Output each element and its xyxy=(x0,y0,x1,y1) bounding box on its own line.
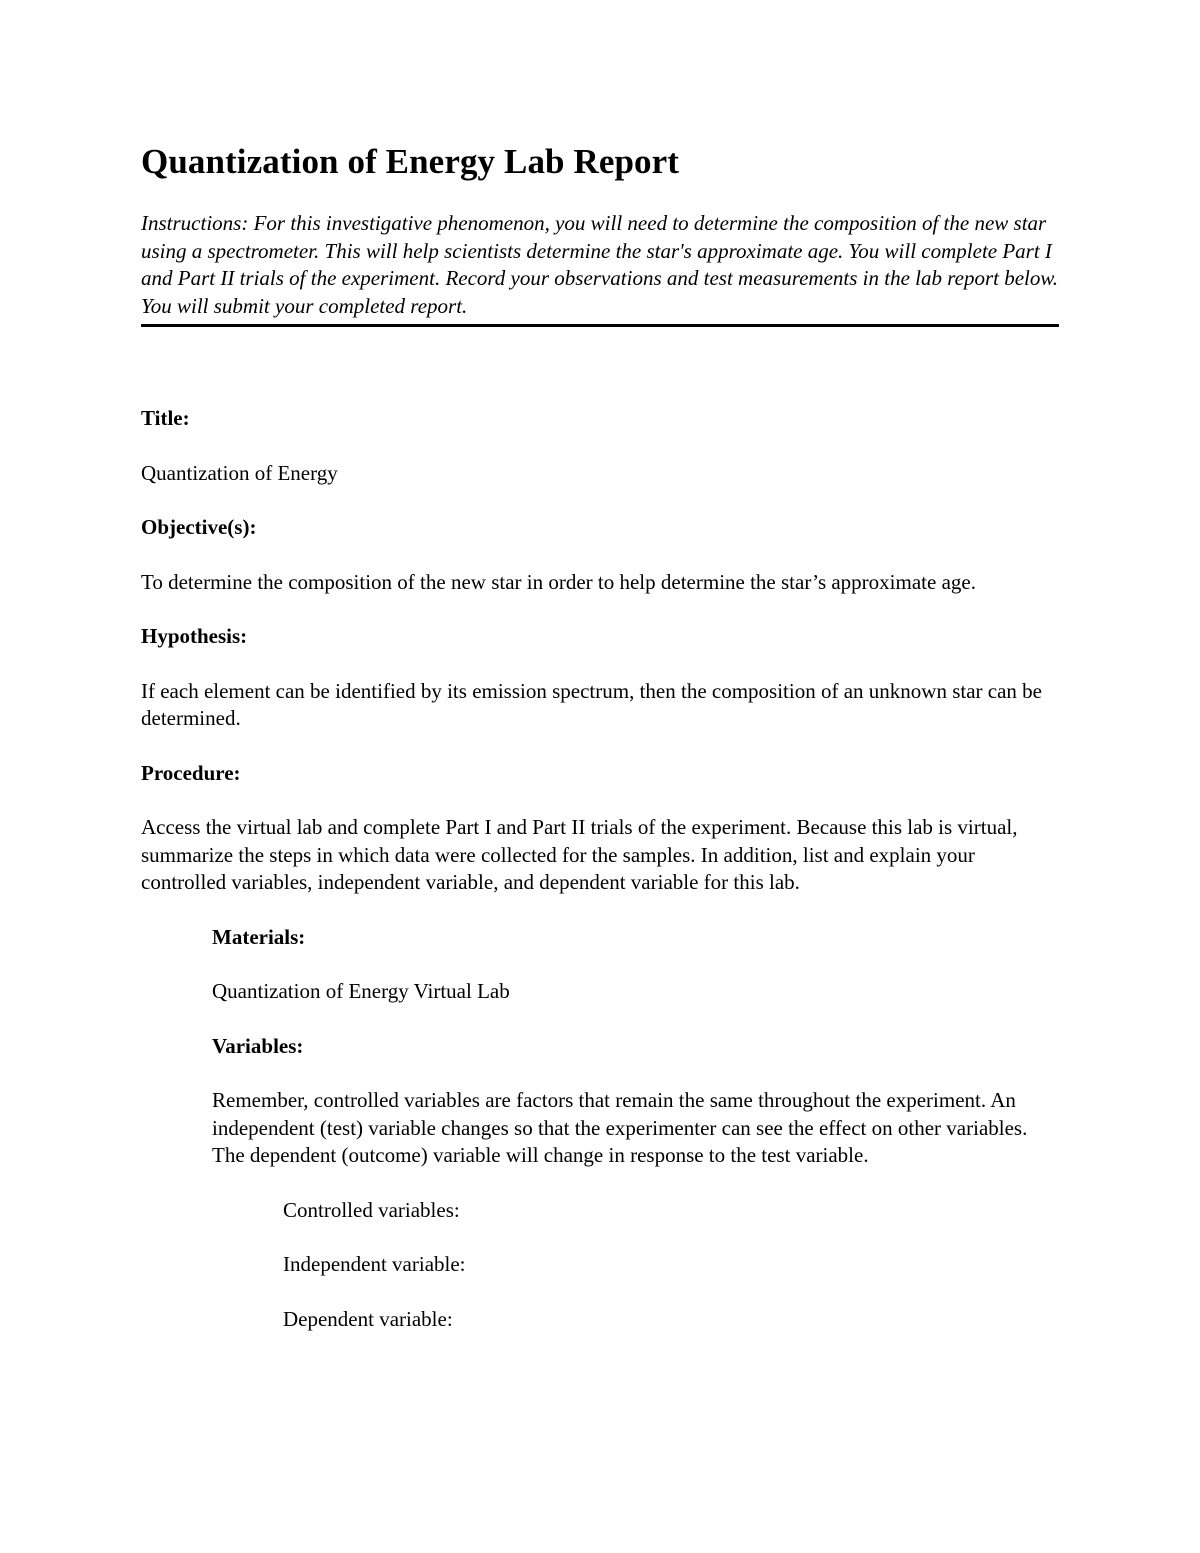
title-label: Title: xyxy=(141,406,190,430)
variables-text: Remember, controlled variables are factors that remain the same throughout the experiment. An independent (test) variable changes so that the experimenter can see the effect on other variables. The dependent (outcome) variable will change in response to the test variable. xyxy=(212,1088,1028,1167)
independent-variable-label: Independent variable: xyxy=(283,1252,466,1276)
objective-text: To determine the composition of the new star in order to help determine the star’s approximate age. xyxy=(141,569,976,594)
document-page xyxy=(141,140,1059,1333)
materials-text: Quantization of Energy Virtual Lab xyxy=(212,979,510,1003)
document-title: Quantization of Energy Lab Report xyxy=(141,142,680,181)
materials-label: Materials: xyxy=(212,924,306,949)
instructions-text: Instructions: For this investigative phenomenon, you will need to determine the composition of the new star using a spectrometer. This will help scientists determine the star's approximate age. You will complete Part I and Part II trials of the experiment. Record your observations and test measurements in the lab report below. You will submit your completed report. xyxy=(141,210,1059,327)
procedure-text: Access the virtual lab and complete Part I and Part II trials of the experiment. Because this lab is virtual, summarize the steps in which data were collected for the samples. In addition, list and explain your controlled variables, independent variable, and dependent variable for this lab. xyxy=(141,815,1018,894)
objective-label: Objective(s): xyxy=(141,515,257,539)
hypothesis-text: If each element can be identified by its emission spectrum, then the composition of an unknown star can be determined. xyxy=(141,678,1042,730)
hypothesis-label: Hypothesis: xyxy=(141,624,248,648)
procedure-label: Procedure: xyxy=(141,760,241,785)
dependent-variable-label: Dependent variable: xyxy=(283,1306,453,1331)
variables-label: Variables: xyxy=(212,1033,304,1058)
controlled-variables-label: Controlled variables: xyxy=(283,1197,460,1222)
title-value: Quantization of Energy xyxy=(141,460,338,485)
